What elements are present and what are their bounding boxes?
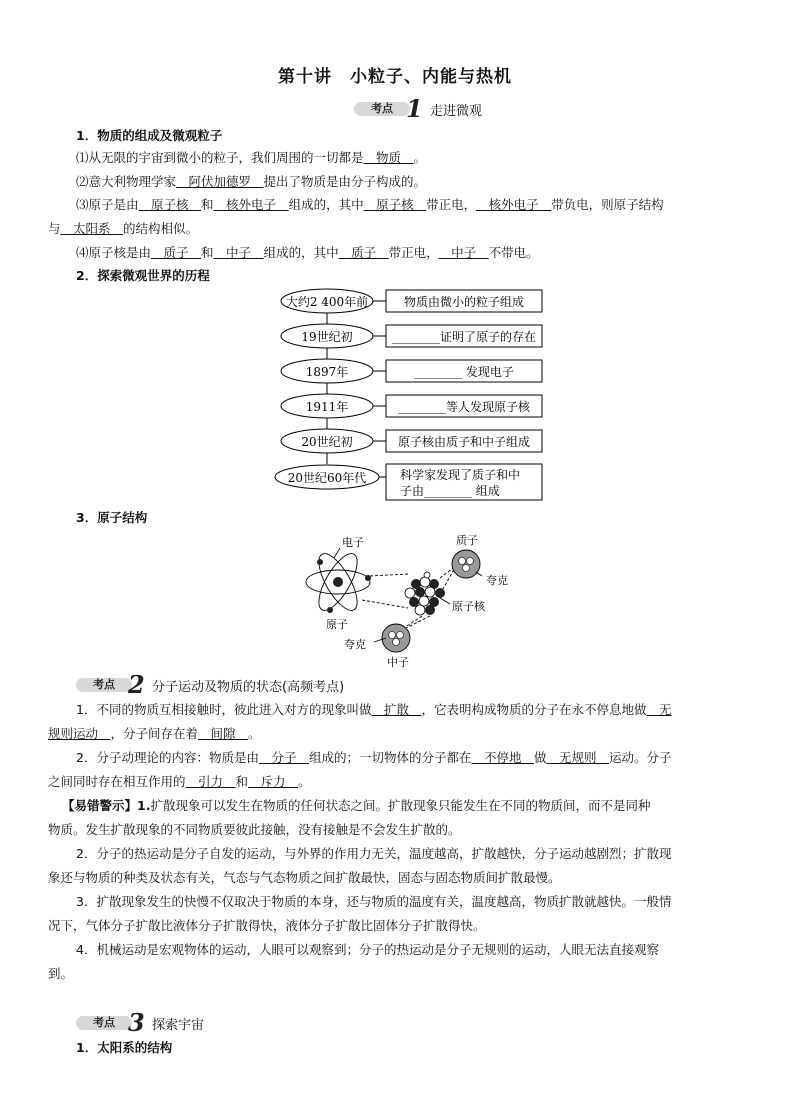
label-proton: 质子 [456, 534, 478, 547]
label-atom: 原子 [326, 618, 348, 631]
topic-number: 3 [128, 1008, 145, 1037]
electron-dot [327, 607, 333, 613]
timeline-row [281, 429, 542, 453]
paragraph: 1．不同的物质互相接触时，彼此进入对方的现象叫做＿扩散＿，它表明构成物质的分子在永不停息地做＿无 [76, 702, 672, 717]
event-label: 科学家发现了质子和中 [400, 468, 521, 482]
topic-badge-label: 考点 [354, 102, 410, 116]
label-nucleus: 原子核 [452, 600, 485, 613]
paragraph: 2．分子的热运动是分子自发的运动，与外界的作用力无关，温度越高，扩散越快，分子运动越剧烈；扩散现 [76, 846, 672, 861]
era-label: 大约2 400年前 [285, 295, 369, 309]
event-label: 子由________ 组成 [400, 484, 500, 498]
nucleus-cluster [405, 572, 445, 615]
label-quark: 夸克 [486, 574, 508, 587]
topic-2-header [76, 670, 345, 699]
section-heading: 1．物质的组成及微观粒子 [76, 128, 223, 143]
topic-badge [76, 670, 145, 699]
paragraph: 4．机械运动是宏观物体的运动，人眼可以观察到；分子的热运动是分子无规则的运动，人眼无法直接观察 [76, 942, 659, 957]
event-label: 物质由微小的粒子组成 [403, 295, 525, 309]
paragraph: 2．分子动理论的内容：物质是由＿分子＿组成的；一切物体的分子都在＿不停地＿做＿无规则＿运动。分子 [76, 750, 672, 765]
proton-circle [452, 550, 480, 578]
topic-3-header [76, 1008, 205, 1037]
era-label: 20世纪初 [301, 435, 353, 449]
event-label: ________等人发现原子核 [397, 400, 531, 414]
topic-number: 1 [406, 94, 423, 123]
paragraph: 规则运动＿，分子间存在着＿间隙＿。 [48, 726, 261, 741]
label-neutron: 中子 [387, 656, 409, 669]
history-timeline [270, 286, 550, 508]
era-label: 19世纪初 [301, 330, 353, 344]
timeline-row [281, 324, 542, 348]
section-heading: 2．探索微观世界的历程 [76, 268, 210, 283]
timeline-row [281, 359, 542, 383]
era-label: 1897年 [305, 365, 349, 379]
paragraph: ⑴从无限的宇宙到微小的粒子，我们周围的一切都是＿物质＿。 [76, 150, 427, 165]
topic-name: 走进微观 [430, 103, 483, 119]
topic-number: 2 [128, 670, 145, 699]
topic-badge [76, 1008, 145, 1037]
paragraph: 【易错警示】1.扩散现象可以发生在物质的任何状态之间。扩散现象只能发生在不同的物质间，而不是同种 [62, 798, 651, 813]
section-heading: 1．太阳系的结构 [76, 1040, 173, 1055]
atom-nucleus [333, 577, 343, 587]
paragraph: 象还与物质的种类及状态有关，气态与气态物质之间扩散最快，固态与固态物质间扩散最慢。 [48, 870, 561, 885]
paragraph: ⑵意大利物理学家＿阿伏加德罗＿提出了物质是由分子构成的。 [76, 174, 427, 189]
paragraph: 与＿太阳系＿的结构相似。 [48, 221, 199, 236]
label-electron: 电子 [342, 536, 364, 549]
paragraph: ⑷原子核是由＿质子＿和＿中子＿组成的，其中＿质子＿带正电，＿中子＿不带电。 [76, 245, 539, 260]
paragraph: ⑶原子是由＿原子核＿和＿核外电子＿组成的，其中＿原子核＿带正电，＿核外电子＿带负电，则原子结构 [76, 197, 664, 212]
era-label: 1911年 [305, 400, 349, 414]
timeline-row [275, 464, 542, 500]
electron-dot [317, 559, 323, 565]
topic-badge [354, 94, 423, 123]
neutron-circle [382, 624, 410, 652]
label-quark: 夸克 [344, 638, 366, 651]
paragraph: 况下，气体分子扩散比液体分子扩散得快，液体分子扩散比固体分子扩散得快。 [48, 918, 486, 933]
topic-name: 探索宇宙 [152, 1017, 205, 1033]
atom-structure-diagram [290, 528, 520, 670]
timeline-row [281, 289, 542, 313]
topic-1-header [354, 94, 483, 123]
paragraph: 3．扩散现象发生的快慢不仅取决于物质的本身，还与物质的温度有关，温度越高，物质扩散就越快。一般情 [76, 894, 672, 909]
paragraph: 物质。发生扩散现象的不同物质要彼此接触，没有接触是不会发生扩散的。 [48, 822, 461, 837]
event-label: ________证明了原子的存在 [391, 330, 537, 344]
paragraph: 到。 [48, 966, 74, 981]
page-title: 第十讲 小粒子、内能与热机 [278, 67, 512, 87]
topic-name: 分子运动及物质的状态(高频考点) [152, 679, 345, 695]
event-label: 原子核由质子和中子组成 [397, 435, 531, 449]
topic-badge-label: 考点 [76, 678, 132, 692]
topic-badge-label: 考点 [76, 1016, 132, 1030]
section-heading: 3．原子结构 [76, 510, 148, 525]
event-label: ________ 发现电子 [414, 365, 514, 379]
timeline-row [281, 394, 542, 418]
era-label: 20世纪60年代 [287, 471, 367, 485]
paragraph: 之间同时存在相互作用的＿引力＿和＿斥力＿。 [48, 774, 311, 789]
